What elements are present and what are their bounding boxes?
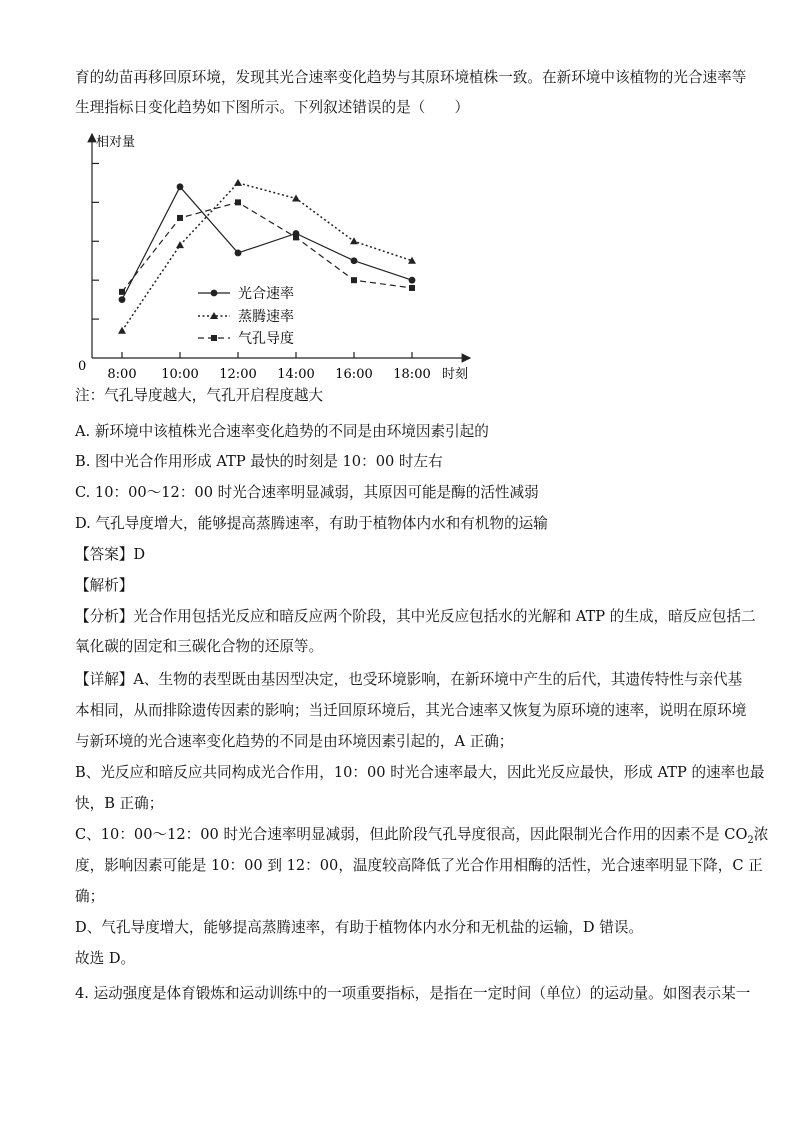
data-point-series-2 — [177, 215, 183, 221]
data-point-series-2 — [235, 199, 241, 205]
legend-label-transpiration: 蒸腾速率 — [238, 309, 294, 325]
data-point-series-2 — [409, 285, 415, 291]
data-point-series-1 — [292, 194, 300, 201]
data-point-series-1 — [176, 241, 184, 248]
y-axis-label: 相对量 — [96, 135, 136, 150]
data-point-series-2 — [119, 289, 125, 295]
x-tick-label: 10:00 — [161, 367, 199, 382]
legend-label-photosynthesis: 光合速率 — [238, 286, 294, 302]
data-point-series-1 — [118, 327, 126, 334]
option-b: B. 图中光合作用形成 ATP 最快的时刻是 10：00 时左右 — [75, 453, 443, 470]
option-c: C. 10：00～12：00 时光合速率明显减弱，其原因可能是酶的活性减弱 — [75, 484, 539, 501]
detail-line-9: D、气孔导度增大，能够提高蒸腾速率，有助于植物体内水分和无机盐的运输，D 错误。 — [75, 919, 644, 936]
x-tick-label: 14:00 — [277, 367, 315, 382]
data-point-series-0 — [235, 250, 242, 257]
origin-label: 0 — [78, 359, 87, 374]
data-point-series-0 — [177, 183, 184, 190]
data-point-series-0 — [409, 277, 416, 284]
option-a: A. 新环境中该植株光合速率变化趋势的不同是由环境因素引起的 — [75, 423, 489, 440]
chart-note: 注：气孔导度越大，气孔开启程度越大 — [75, 387, 324, 404]
line-chart — [70, 126, 480, 386]
option-d: D. 气孔导度增大，能够提高蒸腾速率，有助于植物体内水和有机物的运输 — [75, 515, 548, 532]
detail-line-4: B、光反应和暗反应共同构成光合作用，10：00 时光合速率最大，因此光反应最快，形成 ATP 的速率也最 — [75, 764, 765, 781]
x-tick-label: 16:00 — [335, 367, 373, 382]
x-tick-label: 12:00 — [219, 367, 257, 382]
intro-line-1: 育的幼苗再移回原环境，发现其光合速率变化趋势与其原环境植株一致。在新环境中该植物的光合速率等 — [75, 69, 747, 86]
data-point-series-0 — [119, 296, 126, 303]
legend — [198, 285, 294, 347]
legend-marker-photosynthesis — [211, 290, 218, 297]
analysis-line-2: 氧化碳的固定和三碳化合物的还原等。 — [75, 638, 324, 655]
analysis-line-1: 【分析】光合作用包括光反应和暗反应两个阶段，其中光反应包括水的光解和 ATP 的生成，暗反应包括二 — [75, 608, 756, 625]
detail-line-7: 度，影响因素可能是 10：00 到 12：00，温度较高降低了光合作用相酶的活性，光合速率明显下降，C 正 — [75, 857, 763, 874]
x-tick-label: 18:00 — [393, 367, 431, 382]
detail-line-6: C、10：00～12：00 时光合速率明显减弱，但此阶段气孔导度很高，因此限制光合作用的因素不是 $CO_2$浓 — [75, 826, 769, 846]
next-question: 4. 运动强度是体育锻炼和运动训练中的一项重要指标，是指在一定时间（单位）的运动量。如图表示某一 — [75, 985, 751, 1002]
data-point-series-0 — [351, 257, 358, 264]
detail-line-3: 与新环境的光合速率变化趋势的不同是由环境因素引起的，A 正确； — [75, 733, 514, 750]
data-point-series-2 — [351, 277, 357, 283]
series-line-0 — [122, 187, 412, 300]
data-point-series-2 — [293, 234, 299, 240]
x-axis-label: 时刻 — [442, 367, 469, 382]
detail-line-5: 快，B 正确； — [75, 795, 164, 812]
data-point-series-1 — [234, 179, 242, 186]
intro-line-2: 生理指标日变化趋势如下图所示。下列叙述错误的是（ ） — [75, 99, 470, 116]
legend-label-stomatal: 气孔导度 — [238, 331, 294, 347]
detail-line-2: 本相同，从而排除遗传因素的影响；当迁回原环境后，其光合速率又恢复为原环境的速率，说明在原环境 — [75, 702, 747, 719]
detail-line-10: 故选 D。 — [75, 950, 136, 967]
x-tick-label: 8:00 — [107, 367, 137, 382]
answer: 【答案】D — [75, 546, 146, 563]
legend-marker-stomatal — [211, 335, 217, 341]
analysis-heading: 【解析】 — [75, 577, 134, 594]
detail-line-1: 【详解】A、生物的表型既由基因型决定，也受环境影响，在新环境中产生的后代，其遗传特性与亲代基 — [75, 671, 743, 688]
detail-line-8: 确； — [75, 888, 105, 905]
